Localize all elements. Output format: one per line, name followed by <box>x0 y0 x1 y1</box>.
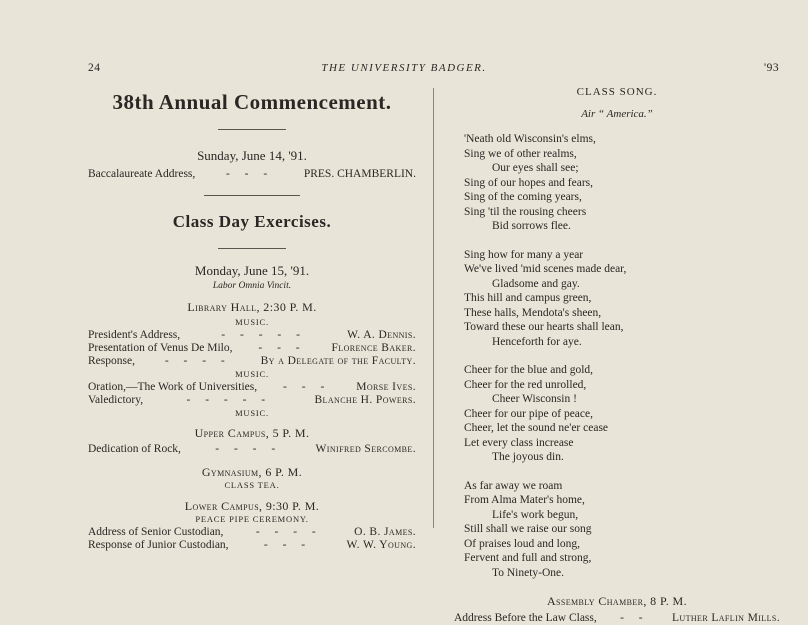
verse-line: Cheer for the red unrolled, <box>464 378 587 391</box>
verse-line: Sing how for many a year <box>464 248 584 261</box>
verse-line: Sing of the coming years, <box>464 191 582 203</box>
verse-line: Henceforth for aye. <box>492 335 582 348</box>
motto: Labor Omnia Vincit. <box>212 281 292 291</box>
peace-pipe-label: PEACE PIPE CEREMONY. <box>195 514 309 524</box>
verse-4 <box>464 479 780 581</box>
item-name: By a Delegate of the Faculty. <box>260 355 416 367</box>
venue-lower-campus: Lower Campus, 9:30 P. M. <box>184 499 320 513</box>
verse-line: Cheer Wisconsin ! <box>492 393 577 405</box>
verse-line: Bid sorrows flee. <box>492 220 571 232</box>
venue-library-hall: Library Hall, 2:30 P. M. <box>187 300 317 314</box>
venue-upper-campus: Upper Campus, 5 P. M. <box>194 426 310 440</box>
verse-line: Gladsome and gay. <box>492 277 580 290</box>
item-name: Blanche H. Powers. <box>314 394 416 406</box>
item-name: W. A. Dennis. <box>347 329 416 341</box>
verse-line: To Ninety-One. <box>492 566 565 579</box>
item-label: Presentation of Venus De Milo, <box>88 342 233 354</box>
verse-line: We've lived 'mid scenes made dear, <box>464 263 627 275</box>
verse-line: Sing 'til the rousing cheers <box>464 205 587 218</box>
verse-3 <box>464 363 780 465</box>
verse-line: Fervent and full and strong, <box>464 552 592 564</box>
verse-line: Cheer, let the sound ne'er cease <box>464 422 609 434</box>
program-line-presidents-address: President's Address, - - - - - W. A. Dennis. <box>88 329 416 341</box>
item-name: PRES. CHAMBERLIN. <box>303 168 416 180</box>
right-page-number: '93 <box>764 62 780 74</box>
verse-line: Our eyes shall see; <box>492 162 579 174</box>
verse-line: Toward these our hearts shall lean, <box>464 321 624 333</box>
verse-line: This hill and campus green, <box>464 292 592 304</box>
verse-line: Of praises loud and long, <box>464 537 580 550</box>
running-title: THE UNIVERSITY BADGER. <box>321 62 487 74</box>
verse-line: Still shall we raise our song <box>464 523 592 535</box>
item-label: Response, <box>88 355 135 367</box>
program-line-response: Response, - - - - By a Delegate of the Faculty. <box>88 355 416 367</box>
verse-line: 'Neath old Wisconsin's elms, <box>464 133 596 145</box>
verse-line: Life's work begun, <box>492 508 579 521</box>
program-line-senior: Address of Senior Custodian, - - - - O. B. James. <box>88 526 416 538</box>
column-divider <box>433 88 434 528</box>
commencement-title: 38th Annual Commencement. <box>112 90 392 114</box>
class-day-title: Class Day Exercises. <box>172 212 332 231</box>
item-label: Address of Senior Custodian, <box>88 526 224 538</box>
rule <box>218 248 286 249</box>
program-line-valedictory: Valedictory, - - - - - Blanche H. Powers. <box>88 394 416 406</box>
rule <box>204 195 300 196</box>
music-label: MUSIC. <box>235 317 269 327</box>
verse-line: Cheer for the blue and gold, <box>464 364 594 376</box>
program-line-venus: Presentation of Venus De Milo, - - - Florence Baker. <box>88 342 416 354</box>
music-label: MUSIC. <box>235 369 269 379</box>
venue-assembly-chamber: Assembly Chamber, 8 P. M. <box>546 594 687 608</box>
item-label: President's Address, <box>88 329 181 341</box>
verse-line: Cheer for our pipe of peace, <box>464 407 593 420</box>
right-column <box>454 82 780 625</box>
verse-2 <box>464 248 780 350</box>
verse-line: These halls, Mendota's sheen, <box>464 306 602 319</box>
item-name: O. B. James. <box>354 526 416 538</box>
verse-line: Let every class increase <box>464 436 574 449</box>
music-label: MUSIC. <box>235 408 269 418</box>
item-name: W. W. Young. <box>346 539 416 551</box>
item-name: Florence Baker. <box>331 342 416 354</box>
left-column <box>88 82 416 552</box>
item-name: Morse Ives. <box>356 381 416 393</box>
item-label: Response of Junior Custodian, <box>88 539 229 551</box>
program-line-law-class: Address Before the Law Class, - - Luther Laflin Mills. <box>454 612 780 624</box>
left-page-number: 24 <box>88 62 101 74</box>
monday-date: Monday, June 15, '91. <box>194 263 310 278</box>
verse-line: Sing we of other realms, <box>464 147 577 160</box>
item-label: Address Before the Law Class, <box>454 612 597 624</box>
item-label: Valedictory, <box>88 394 144 406</box>
item-name: Luther Laflin Mills. <box>671 612 780 624</box>
program-line-baccalaureate: Baccalaureate Address, - - - PRES. CHAMBERLIN. <box>88 168 416 180</box>
item-label: Baccalaureate Address, <box>88 168 196 180</box>
item-label: Dedication of Rock, <box>88 443 181 455</box>
item-label: Oration,—The Work of Universities, <box>88 381 258 393</box>
verse-line: As far away we roam <box>464 479 563 492</box>
program-line-dedication: Dedication of Rock, - - - - Winifred Sercombe. <box>88 443 416 455</box>
song-title: CLASS SONG. <box>576 86 658 98</box>
rule <box>218 129 286 130</box>
sunday-date: Sunday, June 14, '91. <box>197 148 307 163</box>
song-air: Air “ America.” <box>581 108 653 120</box>
item-name: Winifred Sercombe. <box>315 443 416 455</box>
verse-1 <box>464 132 780 234</box>
verse-line: The joyous din. <box>492 451 564 463</box>
program-line-junior: Response of Junior Custodian, - - - W. W. Young. <box>88 539 416 551</box>
verse-line: From Alma Mater's home, <box>464 494 585 506</box>
class-tea-label: CLASS TEA. <box>224 480 280 490</box>
program-line-oration: Oration,—The Work of Universities, - - - Morse Ives. <box>88 381 416 393</box>
verse-line: Sing of our hopes and fears, <box>464 176 594 189</box>
venue-gymnasium: Gymnasium, 6 P. M. <box>201 465 303 479</box>
